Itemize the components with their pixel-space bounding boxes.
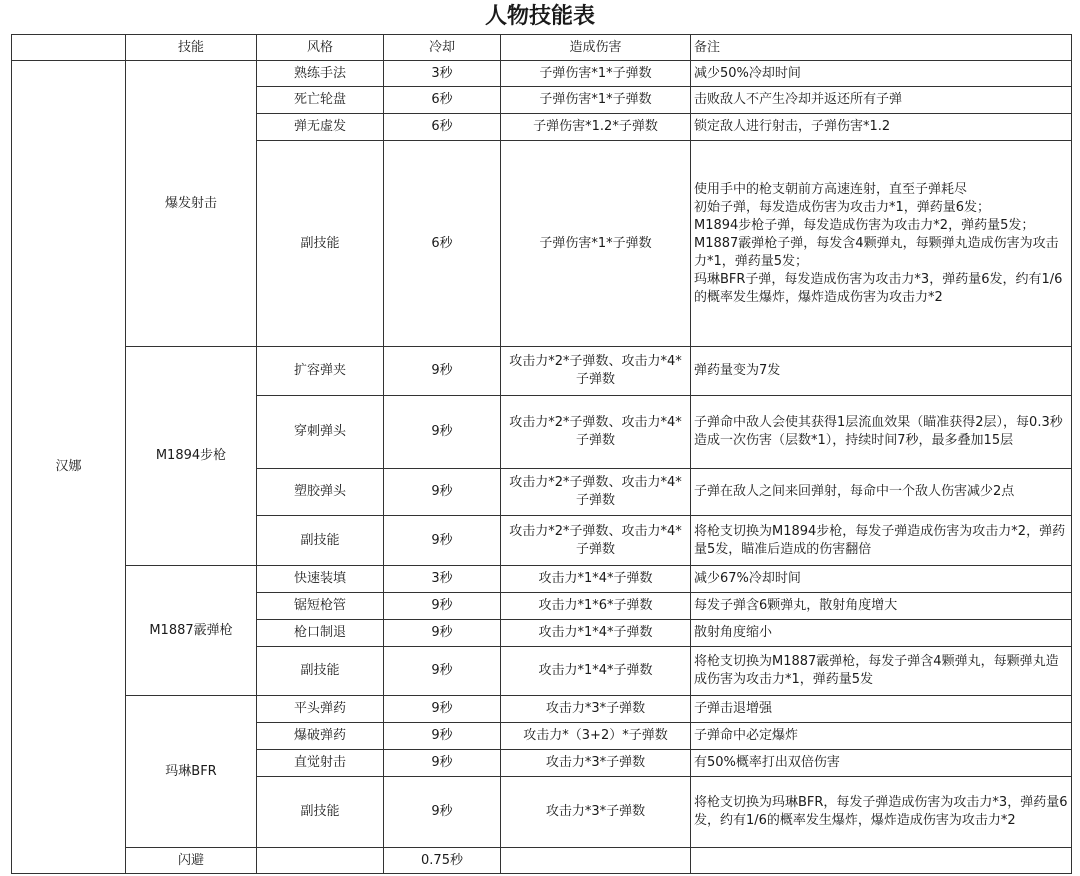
notes-cell: 有50%概率打出双倍伤害 <box>691 750 1072 777</box>
damage-cell: 攻击力*1*4*子弹数 <box>501 566 691 593</box>
notes-cell: 子弹在敌人之间来回弹射，每命中一个敌人伤害减少2点 <box>691 469 1072 516</box>
style-cell: 副技能 <box>257 141 384 347</box>
notes-cell: 击败敌人不产生冷却并返还所有子弹 <box>691 87 1072 114</box>
damage-cell: 攻击力*2*子弹数、攻击力*4*子弹数 <box>501 469 691 516</box>
header-skill: 技能 <box>126 35 257 61</box>
cooldown-cell: 9秒 <box>384 347 501 396</box>
header-style: 风格 <box>257 35 384 61</box>
cooldown-cell: 9秒 <box>384 469 501 516</box>
table-row <box>12 848 1072 874</box>
notes-cell: 子弹命中必定爆炸 <box>691 723 1072 750</box>
skill-name: 玛琳BFR <box>126 696 257 848</box>
cooldown-cell: 0.75秒 <box>384 848 501 874</box>
style-cell: 快速装填 <box>257 566 384 593</box>
cooldown-cell: 9秒 <box>384 396 501 469</box>
style-cell: 爆破弹药 <box>257 723 384 750</box>
damage-cell: 攻击力*3*子弹数 <box>501 750 691 777</box>
style-cell: 扩容弹夹 <box>257 347 384 396</box>
style-cell: 副技能 <box>257 647 384 696</box>
damage-cell: 攻击力*1*4*子弹数 <box>501 647 691 696</box>
notes-cell: 减少67%冷却时间 <box>691 566 1072 593</box>
damage-cell: 攻击力*2*子弹数、攻击力*4*子弹数 <box>501 347 691 396</box>
table-row <box>12 347 1072 396</box>
skill-table <box>11 34 1072 874</box>
sheet-title: 人物技能表 <box>484 4 595 29</box>
cooldown-cell: 9秒 <box>384 723 501 750</box>
skill-name: M1894步枪 <box>126 347 257 566</box>
cooldown-cell: 6秒 <box>384 87 501 114</box>
damage-cell: 子弹伤害*1*子弹数 <box>501 87 691 114</box>
header-damage: 造成伤害 <box>501 35 691 61</box>
notes-cell: 子弹命中敌人会使其获得1层流血效果（瞄准获得2层），每0.3秒造成一次伤害（层数*1），持续时间7秒，最多叠加15层 <box>691 396 1072 469</box>
cooldown-cell: 3秒 <box>384 61 501 87</box>
damage-cell: 攻击力*1*6*子弹数 <box>501 593 691 620</box>
table-row <box>12 61 1072 87</box>
notes-cell: 每发子弹含6颗弹丸，散射角度增大 <box>691 593 1072 620</box>
style-cell: 平头弹药 <box>257 696 384 723</box>
notes-cell: 将枪支切换为M1894步枪，每发子弹造成伤害为攻击力*2，弹药量5发，瞄准后造成的伤害翻倍 <box>691 516 1072 566</box>
notes-cell: 子弹击退增强 <box>691 696 1072 723</box>
notes-cell: 使用手中的枪支朝前方高速连射，直至子弹耗尽 初始子弹，每发造成伤害为攻击力*1，弹药量6发； M1894步枪子弹，每发造成伤害为攻击力*2，弹药量5发； M1887霰弹枪子弹，每发含4颗弹丸，每颗弹丸造成伤害为攻击力*1，弹药量5发； 玛琳BFR子弹，每发造成伤害为攻击力*3，弹药量6发，约有1/6的概率发生爆炸，爆炸造成伤害为攻击力*2 <box>691 141 1072 347</box>
skill-name: M1887霰弹枪 <box>126 566 257 696</box>
skill-name: 闪避 <box>126 848 257 874</box>
damage-cell: 攻击力*（3+2）*子弹数 <box>501 723 691 750</box>
style-cell <box>257 848 384 874</box>
cooldown-cell: 9秒 <box>384 593 501 620</box>
notes-cell <box>691 848 1072 874</box>
cooldown-cell: 9秒 <box>384 696 501 723</box>
notes-cell: 散射角度缩小 <box>691 620 1072 647</box>
header-character <box>12 35 126 61</box>
header-row <box>12 35 1072 61</box>
damage-cell: 攻击力*3*子弹数 <box>501 777 691 848</box>
cooldown-cell: 9秒 <box>384 516 501 566</box>
notes-cell: 锁定敌人进行射击，子弹伤害*1.2 <box>691 114 1072 141</box>
damage-cell: 攻击力*2*子弹数、攻击力*4*子弹数 <box>501 516 691 566</box>
damage-cell: 子弹伤害*1.2*子弹数 <box>501 114 691 141</box>
damage-cell: 子弹伤害*1*子弹数 <box>501 61 691 87</box>
skill-name: 爆发射击 <box>126 61 257 347</box>
style-cell: 副技能 <box>257 777 384 848</box>
style-cell: 副技能 <box>257 516 384 566</box>
cooldown-cell: 3秒 <box>384 566 501 593</box>
cooldown-cell: 6秒 <box>384 114 501 141</box>
notes-cell: 将枪支切换为M1887霰弹枪，每发子弹含4颗弹丸，每颗弹丸造成伤害为攻击力*1，弹药量5发 <box>691 647 1072 696</box>
damage-cell <box>501 848 691 874</box>
header-notes: 备注 <box>691 35 1072 61</box>
cooldown-cell: 9秒 <box>384 647 501 696</box>
style-cell: 直觉射击 <box>257 750 384 777</box>
style-cell: 熟练手法 <box>257 61 384 87</box>
style-cell: 锯短枪管 <box>257 593 384 620</box>
style-cell: 塑胶弹头 <box>257 469 384 516</box>
cooldown-cell: 6秒 <box>384 141 501 347</box>
cooldown-cell: 9秒 <box>384 620 501 647</box>
notes-cell: 将枪支切换为玛琳BFR，每发子弹造成伤害为攻击力*3，弹药量6发，约有1/6的概率发生爆炸，爆炸造成伤害为攻击力*2 <box>691 777 1072 848</box>
damage-cell: 攻击力*2*子弹数、攻击力*4*子弹数 <box>501 396 691 469</box>
damage-cell: 攻击力*1*4*子弹数 <box>501 620 691 647</box>
style-cell: 弹无虚发 <box>257 114 384 141</box>
notes-cell: 减少50%冷却时间 <box>691 61 1072 87</box>
cooldown-cell: 9秒 <box>384 777 501 848</box>
header-cooldown: 冷却 <box>384 35 501 61</box>
style-cell: 枪口制退 <box>257 620 384 647</box>
notes-cell: 弹药量变为7发 <box>691 347 1072 396</box>
style-cell: 穿刺弹头 <box>257 396 384 469</box>
table-row <box>12 696 1072 723</box>
damage-cell: 子弹伤害*1*子弹数 <box>501 141 691 347</box>
table-row <box>12 566 1072 593</box>
cooldown-cell: 9秒 <box>384 750 501 777</box>
character-name: 汉娜 <box>12 61 126 874</box>
style-cell: 死亡轮盘 <box>257 87 384 114</box>
damage-cell: 攻击力*3*子弹数 <box>501 696 691 723</box>
